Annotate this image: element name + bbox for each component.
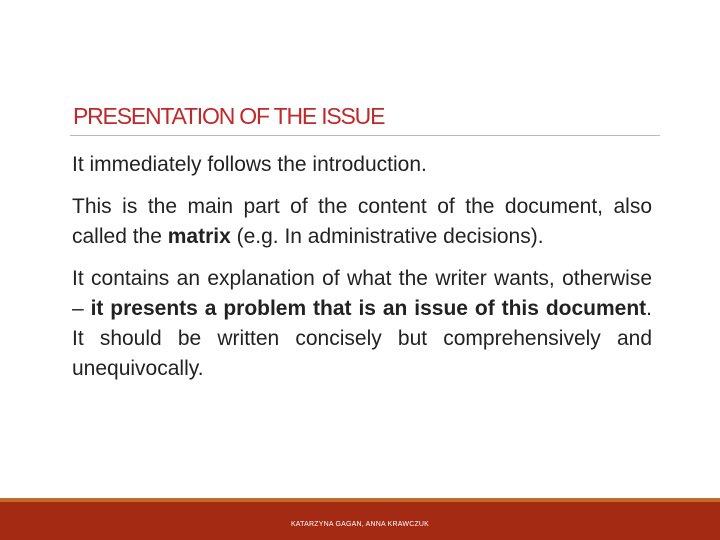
bold-phrase-issue: it presents a problem that is an issue of this document <box>90 297 647 320</box>
paragraph-text: . It should be written concisely but comprehensively and unequivocally. <box>72 297 652 380</box>
title-divider <box>70 135 660 136</box>
footer-authors: KATARZYNA GAGAN, ANNA KRAWCZUK <box>290 521 430 528</box>
paragraph-1 <box>72 150 652 180</box>
paragraph-text: This is the main part of the content of the document, also called the <box>72 195 652 248</box>
paragraph-text: (e.g. In administrative decisions). <box>230 225 544 248</box>
paragraph-text: It contains an explanation of what the writer wants, otherwise – <box>72 267 652 320</box>
paragraph-3 <box>72 264 652 384</box>
paragraph-text: It immediately follows the introduction. <box>72 153 427 176</box>
bold-term-matrix: matrix <box>167 225 231 248</box>
footer-accent-strip <box>0 498 720 502</box>
slide-body <box>72 150 652 384</box>
slide-title: PRESENTATION OF THE ISSUE <box>73 103 385 129</box>
footer-bar <box>0 498 720 540</box>
paragraph-2 <box>72 192 652 252</box>
